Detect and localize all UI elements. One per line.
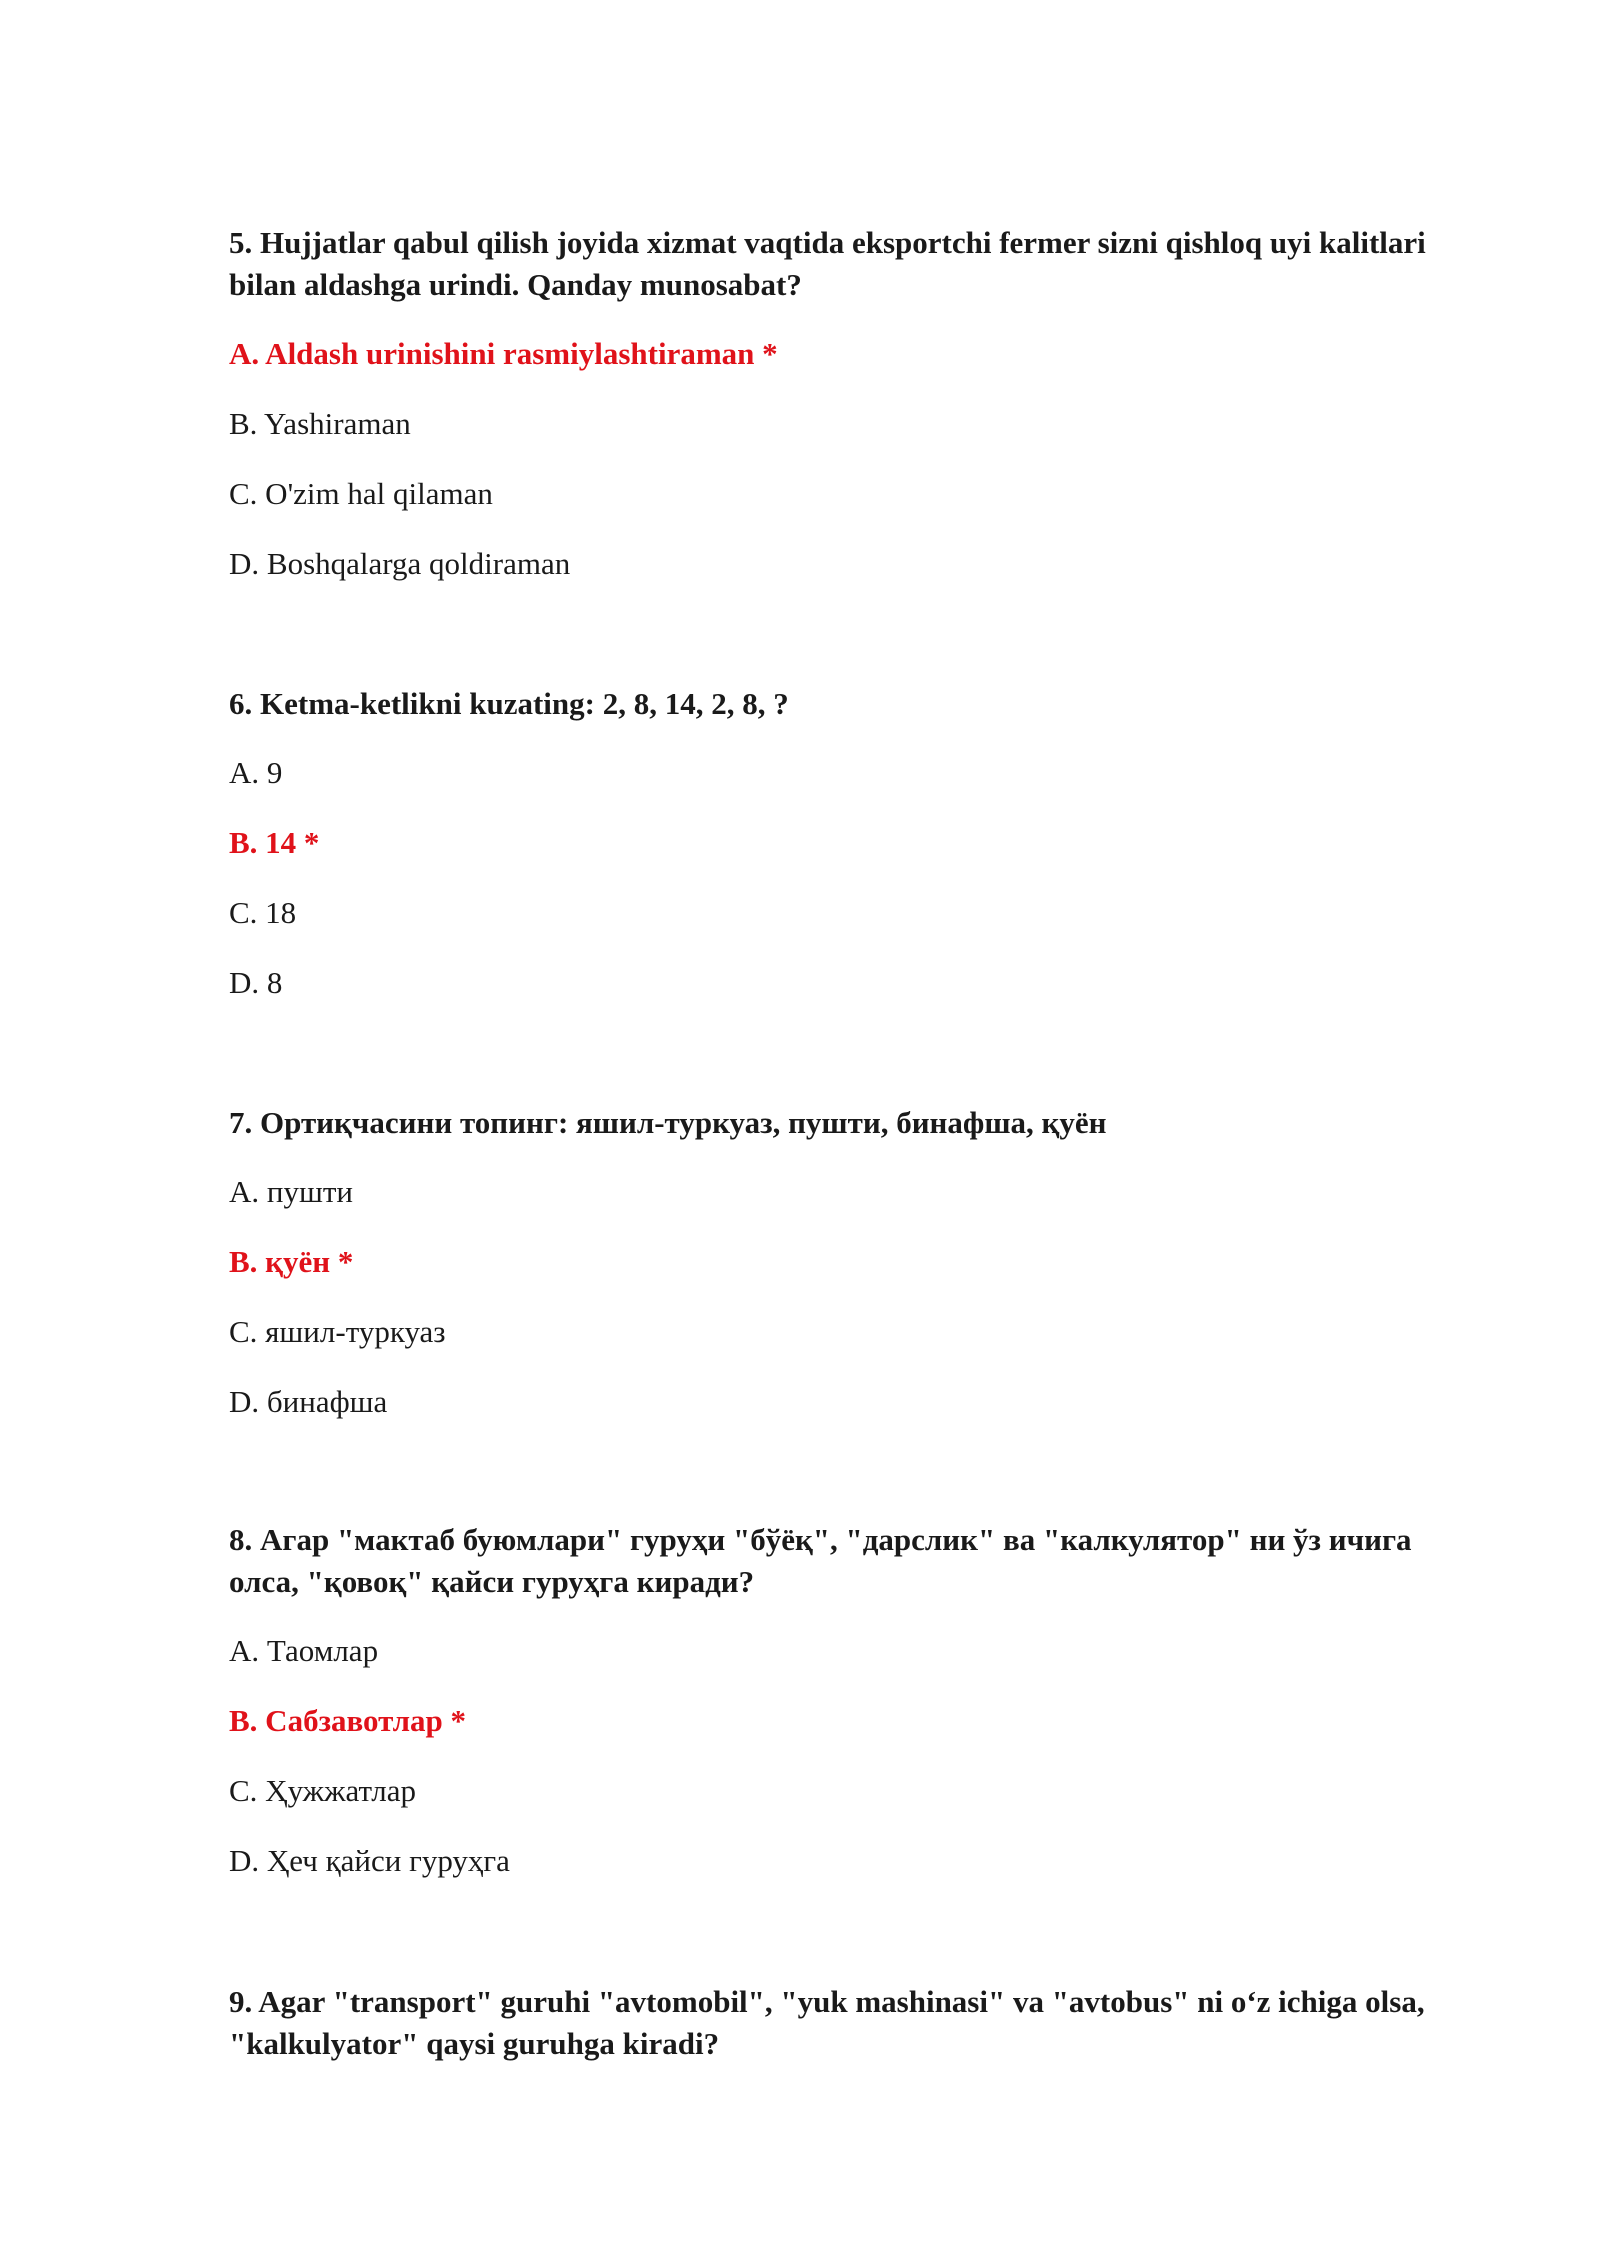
option-b-correct: B. Сабзавотлар *: [229, 1703, 466, 1738]
question-8: [229, 1519, 1489, 1878]
question-text: 5. Hujjatlar qabul qilish joyida xizmat vaqtida eksportchi fermer sizni qishloq uyi kalitlari bilan aldashga urindi. Qanday munosabat?: [229, 225, 1426, 302]
question-7: [229, 1102, 1489, 1419]
question-9: [229, 1981, 1489, 2065]
question-text: 7. Ортиқчасини топинг: яшил-туркуаз, пушти, бинафша, қуён: [229, 1105, 1107, 1140]
option-d: D. 8: [229, 965, 283, 1000]
option-a-correct: A. Aldash urinishini rasmiylashtiraman *: [229, 336, 778, 371]
option-c: C. яшил-туркуаз: [229, 1314, 446, 1349]
question-text: 6. Ketma-ketlikni kuzating: 2, 8, 14, 2, 8, ?: [229, 686, 789, 721]
option-b-correct: B. қуён *: [229, 1244, 354, 1279]
option-c: C. O'zim hal qilaman: [229, 476, 493, 511]
option-a: A. пушти: [229, 1174, 353, 1209]
question-text: 8. Агар "мактаб буюмлари" гуруҳи "бўёқ", "дарслик" ва "калкулятор" ни ўз ичига олса, "қовоқ" қайси гуруҳга киради?: [229, 1522, 1412, 1599]
option-b-correct: B. 14 *: [229, 825, 320, 860]
option-a: A. Таомлар: [229, 1633, 379, 1668]
option-b: B. Yashiraman: [229, 406, 411, 441]
option-c: C. 18: [229, 895, 297, 930]
question-5: [229, 222, 1489, 581]
option-d: D. бинафша: [229, 1384, 388, 1419]
question-6: [229, 683, 1489, 1000]
option-d: D. Boshqalarga qoldiraman: [229, 546, 571, 581]
option-d: D. Ҳеч қайси гуруҳга: [229, 1843, 510, 1878]
option-a: A. 9: [229, 755, 283, 790]
question-text: 9. Agar "transport" guruhi "avtomobil", "yuk mashinasi" va "avtobus" ni o‘z ichiga olsa, "kalkulyator" qaysi guruhga kiradi?: [229, 1984, 1425, 2061]
option-c: C. Ҳужжатлар: [229, 1773, 416, 1808]
